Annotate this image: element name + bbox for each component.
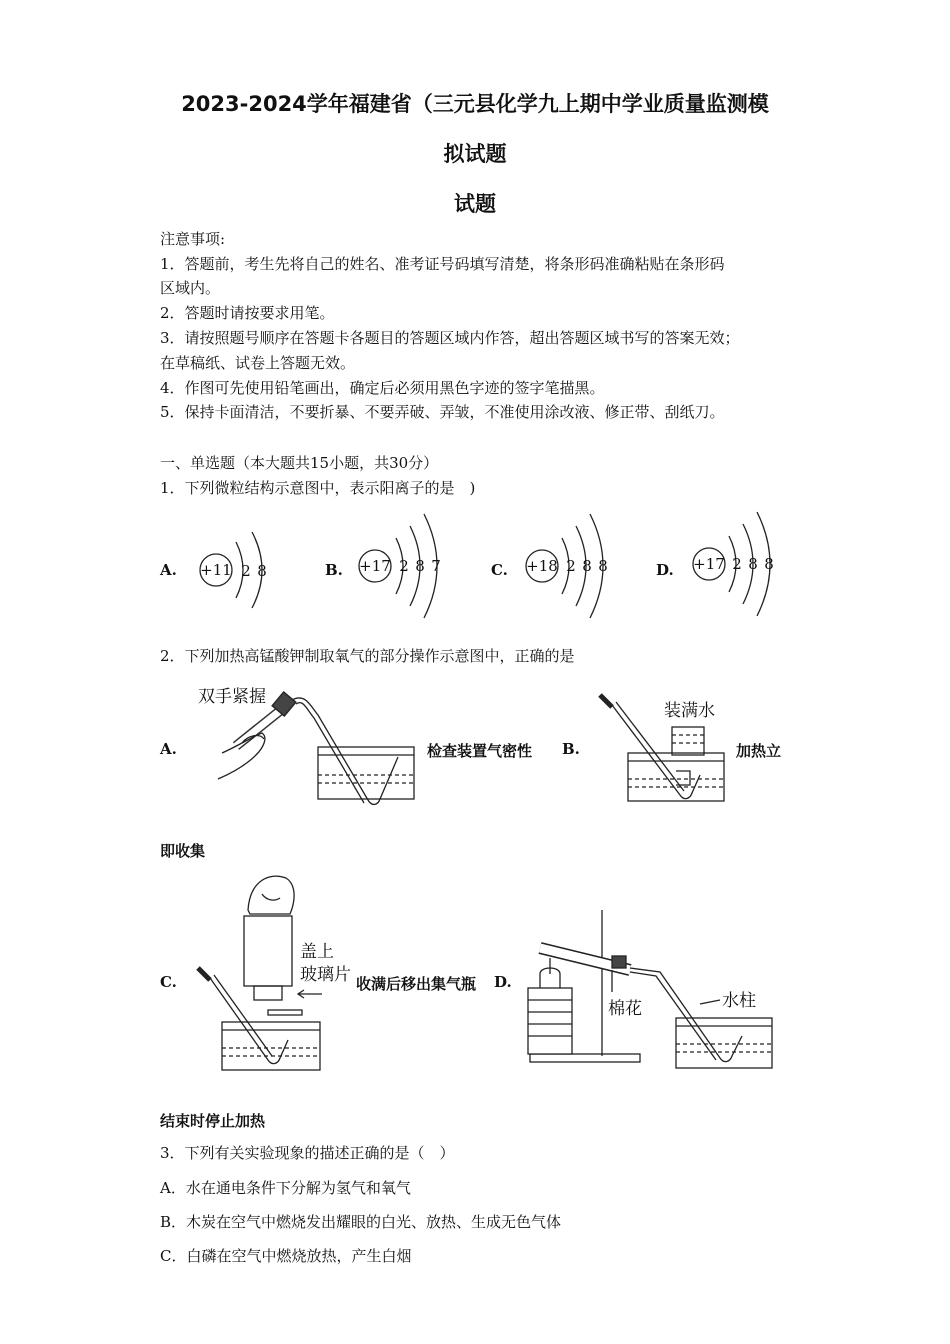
figure-c-text-1: 盖上 — [300, 942, 334, 962]
figure-d-text-1: 棉花 — [608, 999, 642, 1019]
q2-option-b-caption-cont: 即收集 — [160, 842, 206, 860]
section-heading: 一、单选题（本大题共15小题，共30分） — [160, 454, 439, 472]
shell-b-2: 8 — [415, 557, 425, 575]
shell-b-1: 2 — [399, 557, 409, 575]
q2-option-c-caption: 收满后移出集气瓶 — [356, 975, 477, 993]
nucleus-c: +18 — [526, 557, 558, 575]
notes-heading: 注意事项: — [160, 230, 226, 248]
note-item: 3．请按照题号顺序在答题卡各题目的答题区域内作答，超出答题区域书写的答案无效； — [160, 329, 740, 347]
q2-option-d-label: D. — [494, 973, 512, 991]
note-item: 2．答题时请按要求用笔。 — [160, 304, 335, 322]
shell-d-3: 8 — [764, 555, 774, 573]
q2-option-d-caption: 结束时停止加热 — [160, 1112, 266, 1130]
note-item: 1．答题前，考生先将自己的姓名、准考证号码填写清楚，将条形码准确粘贴在条形码 — [160, 255, 725, 273]
nucleus-d: +17 — [693, 555, 725, 573]
q2-figures-c-d — [0, 870, 950, 1075]
question-3-stem: 3．下列有关实验现象的描述正确的是（ ） — [160, 1144, 455, 1162]
shell-d-1: 2 — [732, 555, 742, 573]
q2-option-c-label: C. — [160, 973, 177, 991]
q2-option-a-label: A. — [160, 740, 177, 758]
nucleus-a: +11 — [200, 561, 232, 579]
q1-option-d-label: D. — [656, 561, 674, 579]
exam-title-line-3: 试题 — [454, 192, 496, 216]
q3-option-b: B．木炭在空气中燃烧发出耀眼的白光、放热、生成无色气体 — [160, 1213, 562, 1231]
figure-b-collection — [600, 695, 724, 801]
shell-c-2: 8 — [582, 557, 592, 575]
q1-option-c-label: C. — [491, 561, 508, 579]
shell-c-1: 2 — [566, 557, 576, 575]
q2-option-a-caption: 检查装置气密性 — [427, 742, 533, 760]
shell-c-3: 8 — [598, 557, 608, 575]
shell-d-2: 8 — [748, 555, 758, 573]
q1-option-a-label: A. — [160, 561, 177, 579]
q1-atom-diagrams — [0, 500, 950, 620]
figure-a-gas-tightness — [198, 686, 414, 804]
question-2-stem: 2．下列加热高锰酸钾制取氧气的部分操作示意图中，正确的是 — [160, 647, 575, 665]
figure-c-remove-bottle — [198, 876, 351, 1070]
question-1-stem: 1．下列微粒结构示意图中，表示阳离子的是 ) — [160, 479, 476, 497]
q3-option-c: C．白磷在空气中燃烧放热，产生白烟 — [160, 1247, 412, 1265]
figure-b-text: 装满水 — [664, 701, 715, 721]
note-item: 在草稿纸、试卷上答题无效。 — [160, 354, 356, 372]
shell-a-1: 2 — [241, 562, 251, 580]
q2-option-b-label: B. — [562, 740, 580, 758]
q1-option-b-label: B. — [325, 561, 343, 579]
note-item: 区域内。 — [160, 279, 221, 297]
note-item: 5．保持卡面清洁，不要折暴、不要弄破、弄皱，不准使用涂改液、修正带、刮纸刀。 — [160, 403, 725, 421]
shell-a-2: 8 — [257, 562, 267, 580]
exam-title-line-1: 2023-2024学年福建省（三元县化学九上期中学业质量监测模 — [181, 92, 769, 116]
figure-c-text-2: 玻璃片 — [300, 965, 351, 985]
note-item: 4．作图可先使用铅笔画出，确定后必须用黑色字迹的签字笔描黑。 — [160, 379, 605, 397]
shell-b-3: 7 — [431, 557, 441, 575]
figure-d-text-2: 水柱 — [722, 991, 756, 1011]
figure-a-text: 双手紧握 — [198, 687, 266, 707]
figure-d-stop-heating — [528, 910, 772, 1068]
nucleus-b: +17 — [359, 557, 391, 575]
q3-option-a: A．水在通电条件下分解为氢气和氧气 — [160, 1179, 411, 1197]
q2-option-b-caption: 加热立 — [736, 742, 782, 760]
q2-figures-a-b — [0, 675, 950, 810]
exam-title-line-2: 拟试题 — [443, 142, 507, 166]
